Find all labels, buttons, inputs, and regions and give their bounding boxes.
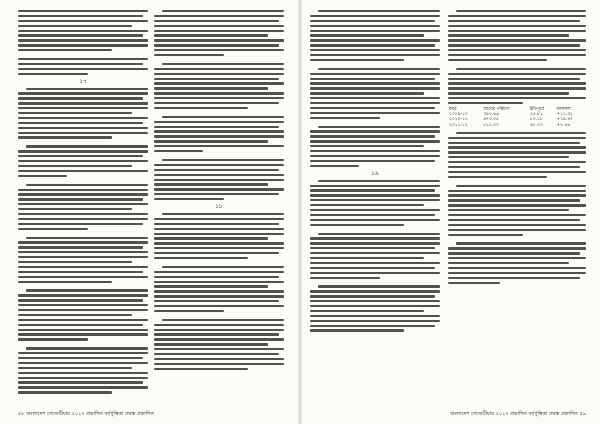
table-cell: +১২.৩২ xyxy=(556,112,573,118)
left-page xyxy=(0,0,298,424)
right-page-column-2 xyxy=(448,10,586,402)
table-cell: ২০১০-১১ xyxy=(449,117,468,123)
page-footer-left: ৫৮ বাংলাদেশ গেজেটিয়ার ২০১৭ প্রকাশিত বর্ষপুস্তিকা প্রবন্ধ প্রকাশিত xyxy=(18,411,154,417)
table-cell: ২০১১-১২ xyxy=(449,122,468,128)
table-cell: ৪৮.৩৩ xyxy=(529,122,543,128)
left-page-column-2 xyxy=(154,10,284,402)
table-cell: ৮০.১৮ xyxy=(529,117,543,123)
table-cell: ২৫.৮১ xyxy=(529,112,543,118)
table-row xyxy=(448,123,586,128)
table-header-cell: বছর xyxy=(449,106,457,112)
table-cell: +৭.৪৬ xyxy=(556,122,571,128)
table-header-cell: ইতিপূর্বে xyxy=(529,106,544,112)
table-cell: ৫১১.০০ xyxy=(483,122,499,128)
table-cell: ৪৭৩.০৫ xyxy=(483,117,499,123)
right-page-column-1 xyxy=(310,10,440,402)
revenue-table xyxy=(448,107,586,128)
section-marker: ১৯ xyxy=(371,169,379,177)
table-header-cell: ফলাফল xyxy=(556,106,571,112)
left-page-column-1 xyxy=(18,10,148,402)
table-cell: ৩৯২.৬৬ xyxy=(483,112,499,118)
table-header-cell: আয়ের পরিমাণ xyxy=(483,106,510,112)
table-cell: +১৯.৪৭ xyxy=(556,117,573,123)
section-marker: ১৭ xyxy=(79,77,87,85)
page-footer-right: বাংলাদেশ গেজেটিয়ার ২০১৭ প্রকাশিত বর্ষপুস্তিকা প্রবন্ধ প্রকাশিত ৫৯ xyxy=(450,411,586,417)
section-marker: ১৮ xyxy=(215,202,223,210)
right-page xyxy=(302,0,600,424)
table-cell: ২০০৯-১০ xyxy=(449,112,468,118)
